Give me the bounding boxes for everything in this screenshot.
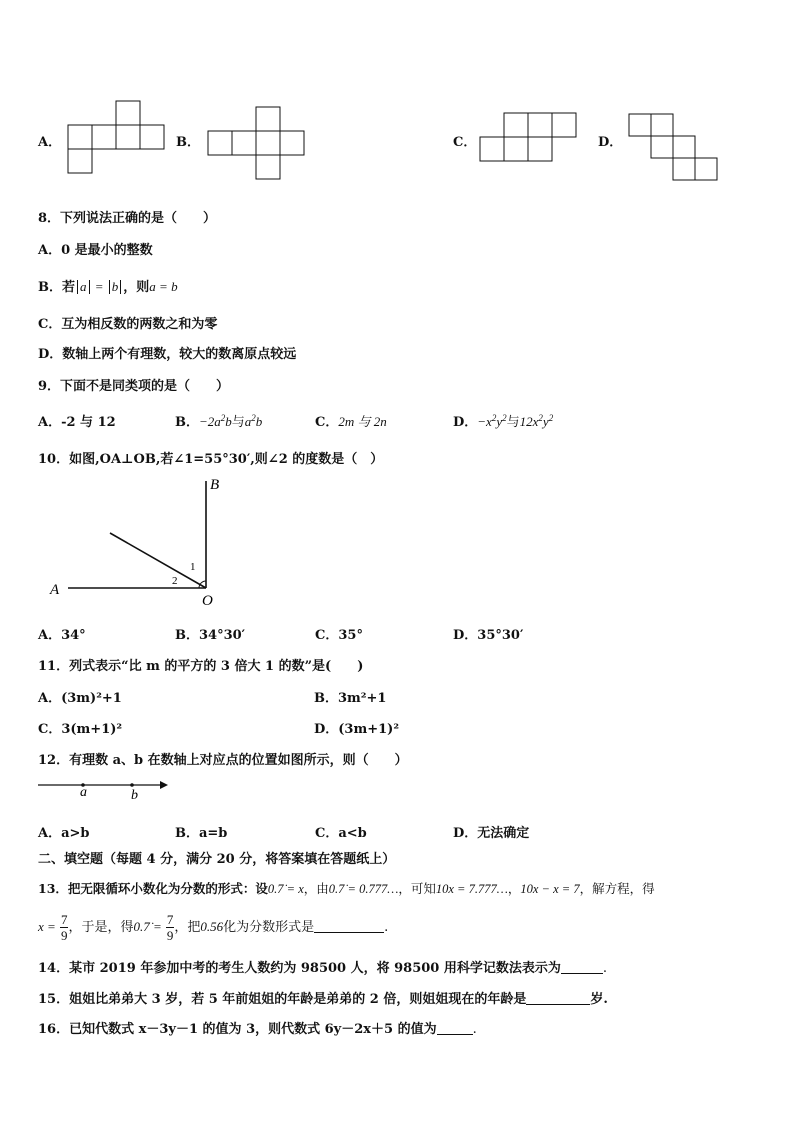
- q7-option-a-label: A．: [38, 135, 62, 150]
- q16: [38, 1018, 477, 1037]
- q13-answer-blank[interactable]: [314, 920, 384, 933]
- q12-option-c: C．a<b: [315, 826, 367, 841]
- q9-option-c-expr: 2m 与 2n: [338, 414, 387, 429]
- q9-option-c-label: C．: [315, 415, 339, 430]
- section-2-heading: 二、填空题（每题 4 分，满分 20 分，将答案填在答题纸上）: [38, 852, 396, 867]
- q9-option-a: A．-2 与 12: [38, 415, 116, 430]
- label-angle-2: 2: [172, 575, 178, 587]
- q12-stem: 12．有理数 a、b 在数轴上对应点的位置如图所示，则（ ）: [38, 753, 408, 768]
- q14: [38, 957, 607, 976]
- q7-net-a: [66, 100, 166, 180]
- q10-angle-figure: [48, 475, 248, 609]
- q16-end: .: [472, 1022, 477, 1037]
- q16-text: 16．已知代数式 x－3y－1 的值为 3，则代数式 6y－2x＋5 的值为: [38, 1022, 437, 1037]
- q8-stem: 8．下列说法正确的是（ ）: [38, 211, 217, 226]
- q13-p6: ，于是，得: [68, 920, 134, 935]
- q10-option-d: D．35°30′: [453, 628, 524, 643]
- q15-answer-blank[interactable]: [526, 992, 590, 1005]
- q13-p4: ，: [507, 881, 521, 896]
- q13-p7: ，把: [174, 920, 201, 935]
- q13-e3: 10x = 7.777…: [435, 882, 508, 896]
- q9-option-d-label: D．: [453, 415, 478, 430]
- q13-x-eq: x =: [38, 919, 56, 934]
- q16-answer-blank[interactable]: [437, 1022, 473, 1035]
- q9-option-b: B．$-2a^2b$与$a^2b$: [175, 413, 263, 430]
- q13-line-2: [38, 912, 388, 943]
- q12-option-a: A．a>b: [38, 826, 90, 841]
- label-b: b: [131, 788, 138, 803]
- q12-number-line: [38, 776, 178, 806]
- q14-answer-blank[interactable]: [561, 961, 603, 974]
- label-a: a: [80, 785, 87, 800]
- q13-end: .: [384, 920, 389, 935]
- q7-net-d: [628, 113, 728, 193]
- q14-text: 14．某市 2019 年参加中考的考生人数约为 98500 人，将 98500 用科学记数法表示为: [38, 961, 561, 976]
- q11-option-d: D．(3m+1)²: [314, 722, 400, 737]
- q13-frac1-num: 7: [60, 912, 68, 927]
- q9-stem: 9．下面不是同类项的是（ ）: [38, 379, 230, 394]
- q14-end: .: [602, 961, 608, 976]
- q7-net-c: [478, 112, 578, 172]
- q13-frac2-num: 7: [166, 912, 174, 927]
- q12-option-b: B．a=b: [175, 826, 228, 841]
- q7-option-c-label: C．: [453, 135, 477, 150]
- q7-net-b: [206, 106, 306, 186]
- q13-p5: ，解方程，得: [579, 881, 655, 896]
- q13-p8: 化为分数形式是: [223, 920, 315, 935]
- q13-e7: 0.5̇6̇: [200, 919, 224, 934]
- q8-option-b: B．若 a = b ，则a = b: [38, 279, 178, 295]
- q11-option-c: C．3(m+1)²: [38, 722, 123, 737]
- q13-frac2-den: 9: [166, 928, 174, 943]
- q10-option-b: B．34°30′: [175, 628, 246, 643]
- q11-option-b: B．3m²+1: [314, 691, 387, 706]
- q7-option-d-label: D．: [598, 135, 623, 150]
- q9-option-b-yu: 与: [231, 415, 245, 430]
- q13-e2: 0.7̇ = 0.777…: [328, 882, 399, 896]
- q12-option-d: D．无法确定: [453, 826, 530, 841]
- q7-option-b-label: B．: [176, 135, 200, 150]
- label-angle-1: 1: [190, 561, 196, 573]
- q13-frac1-den: 9: [60, 928, 68, 943]
- q10-option-c: C．35°: [315, 628, 363, 643]
- q13-p2: ，由: [303, 881, 329, 896]
- q11-stem: 11．列式表示“比 m 的平方的 3 倍大 1 的数”是( ): [38, 659, 364, 674]
- q13-line-1: [38, 879, 655, 897]
- q15: [38, 988, 608, 1007]
- q8-option-a: A．0 是最小的整数: [38, 243, 153, 258]
- q8-option-b-mid: ，则: [123, 280, 150, 295]
- q10-stem: 10．如图,OA⊥OB,若∠1=55°30′,则∠2 的度数是（ ）: [38, 452, 384, 467]
- label-a: A: [50, 582, 60, 598]
- q8-option-b-math: a = b: [149, 279, 178, 294]
- q8-option-d: D．数轴上两个有理数，较大的数离原点较远: [38, 347, 297, 362]
- q15-text: 15．姐姐比弟弟大 3 岁，若 5 年前姐姐的年龄是弟弟的 2 倍，则姐姐现在的年龄是: [38, 992, 527, 1007]
- q13-p3: ，可知: [398, 881, 436, 896]
- q8-option-b-prefix: B．若: [38, 280, 75, 295]
- q15-end: 岁.: [590, 992, 608, 1007]
- q9-option-c: [315, 411, 387, 430]
- label-o: O: [202, 593, 213, 609]
- q9-option-d-yu: 与: [506, 415, 520, 430]
- label-b: B: [210, 477, 220, 493]
- q9-option-d: D．$-x^2y^2$与$12x^2y^2$: [453, 413, 554, 430]
- q10-option-a: A．34°: [38, 628, 86, 643]
- q13-e4: 10x − x = 7: [520, 882, 580, 896]
- q9-option-b-label: B．: [175, 415, 199, 430]
- q13-e1: 0.7̇ = x: [267, 882, 304, 896]
- q13-e6: 0.7̇ =: [133, 919, 162, 934]
- q13-p1: 13．把无限循环小数化为分数的形式：设: [38, 881, 268, 896]
- q8-option-c: C．互为相反数的两数之和为零: [38, 317, 218, 332]
- point-b: [130, 783, 134, 787]
- q11-option-a: A．(3m)²+1: [38, 691, 122, 706]
